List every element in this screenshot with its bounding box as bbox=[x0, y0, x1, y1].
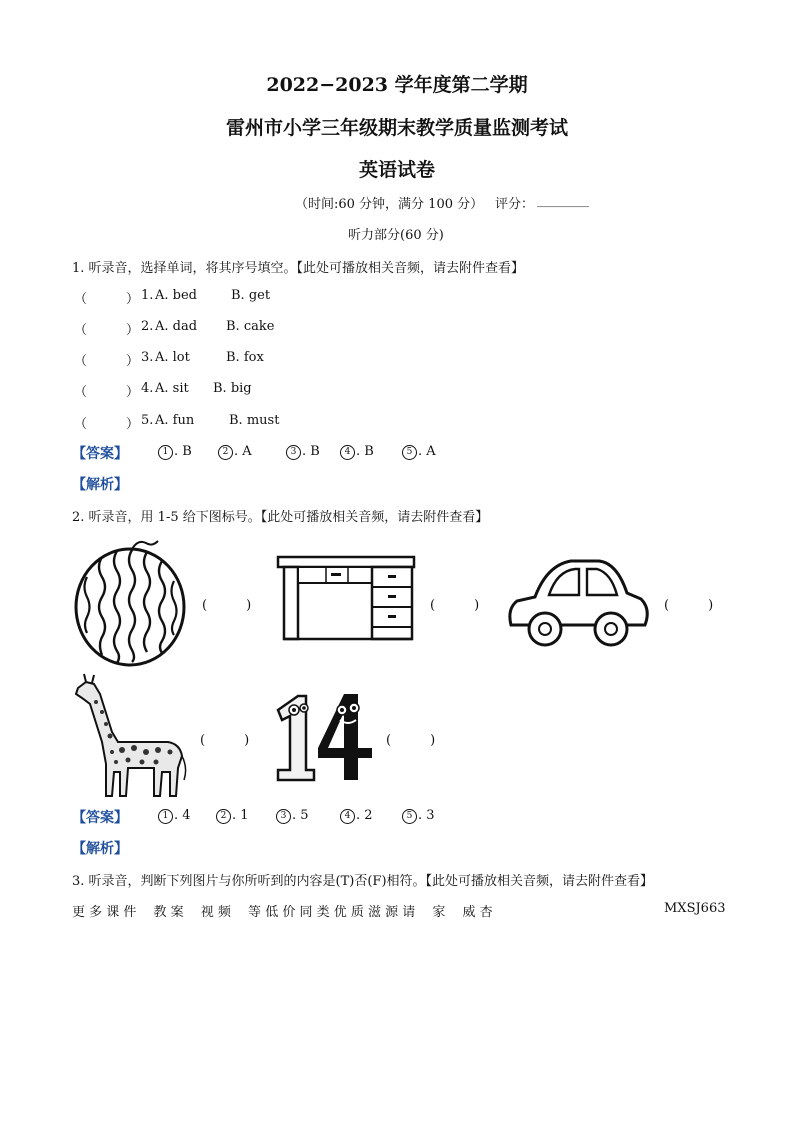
q1-paren: （ ） bbox=[74, 323, 140, 338]
footer-code: MXSJ663 bbox=[664, 901, 726, 916]
analysis-label: 【解析】 bbox=[72, 841, 128, 857]
q2-answer-1: 1 . 4 bbox=[158, 808, 191, 824]
car-icon bbox=[505, 553, 651, 649]
q1-item bbox=[74, 413, 280, 432]
exam-subject-title: 英语试卷 bbox=[358, 159, 435, 181]
q2-blank-car: ( ) bbox=[664, 598, 714, 613]
q1-option-b: B. get bbox=[231, 288, 271, 303]
analysis-label: 【解析】 bbox=[72, 477, 128, 493]
q2-blank-desk: ( ) bbox=[430, 598, 480, 613]
q1-option-b: B. must bbox=[229, 413, 280, 428]
q1-num: 2. bbox=[141, 319, 154, 334]
giraffe-icon bbox=[72, 672, 187, 800]
section-heading: 听力部分(60 分) bbox=[348, 228, 444, 243]
q1-option-a: A. fun bbox=[155, 413, 195, 428]
exam-school-title: 雷州市小学三年级期末教学质量监测考试 bbox=[225, 117, 568, 139]
watermelon-icon bbox=[72, 537, 190, 667]
q1-item bbox=[74, 381, 252, 400]
q1-prompt: 1. 听录音，选择单词，将其序号填空。【此处可播放相关音频，请去附件查看】 bbox=[72, 261, 525, 276]
q1-answer-5: 5 . A bbox=[402, 444, 436, 460]
q1-answer-3: 3 . B bbox=[286, 444, 320, 460]
q2-answer-3: 3 . 5 bbox=[276, 808, 309, 824]
q1-answer-2: 2 . A bbox=[218, 444, 252, 460]
q1-item bbox=[74, 319, 275, 338]
footer-watermark-text: 更 多 课 件 教 案 视 频 等 低 价 同 类 优 质 滋 源 请 家 威 杏 bbox=[72, 905, 493, 920]
desk-icon bbox=[276, 555, 418, 645]
q1-option-b: B. fox bbox=[226, 350, 264, 365]
q1-answer-1: 1 . B bbox=[158, 444, 192, 460]
q1-item bbox=[74, 288, 271, 307]
q1-option-a: A. lot bbox=[155, 350, 190, 365]
q2-prompt: 2. 听录音，用 1-5 给下图标号。【此处可播放相关音频，请去附件查看】 bbox=[72, 510, 489, 525]
q2-answer-4: 4 . 2 bbox=[340, 808, 373, 824]
q2-answer-row bbox=[72, 807, 435, 827]
q1-paren: （ ） bbox=[74, 292, 140, 307]
answer-label: 【答案】 bbox=[72, 446, 128, 462]
q1-num: 1. bbox=[141, 288, 154, 303]
answer-label: 【答案】 bbox=[72, 810, 128, 826]
q2-blank-number: ( ) bbox=[386, 733, 436, 748]
score-label: 评分： bbox=[495, 197, 535, 212]
q1-item bbox=[74, 350, 264, 369]
q1-paren: （ ） bbox=[74, 417, 140, 432]
q1-option-a: A. sit bbox=[155, 381, 189, 396]
q2-blank-giraffe: ( ) bbox=[200, 733, 250, 748]
q1-option-b: B. big bbox=[213, 381, 252, 396]
q1-option-b: B. cake bbox=[226, 319, 275, 334]
q1-num: 4. bbox=[141, 381, 154, 396]
q1-answer-row bbox=[72, 443, 436, 463]
exam-year-title: 2022−2023 学年度第二学期 bbox=[266, 74, 528, 96]
q1-option-a: A. bed bbox=[155, 288, 197, 303]
q2-answer-2: 2 . 1 bbox=[216, 808, 249, 824]
q1-paren: （ ） bbox=[74, 385, 140, 400]
q2-answer-5: 5 . 3 bbox=[402, 808, 435, 824]
q1-num: 5. bbox=[141, 413, 154, 428]
q3-prompt: 3. 听录音，判断下列图片与你所听到的内容是(T)否(F)相符。【此处可播放相关音频，请去附件查看】 bbox=[72, 874, 654, 889]
q1-option-a: A. dad bbox=[155, 319, 198, 334]
score-blank: ________ bbox=[537, 193, 589, 208]
number-14-icon bbox=[272, 690, 376, 782]
q1-paren: （ ） bbox=[74, 354, 140, 369]
q1-num: 3. bbox=[141, 350, 154, 365]
time-info: （时间:60 分钟，满分 100 分） bbox=[295, 197, 484, 212]
q2-blank-watermelon: ( ) bbox=[202, 598, 252, 613]
q1-answer-4: 4 . B bbox=[340, 444, 374, 460]
